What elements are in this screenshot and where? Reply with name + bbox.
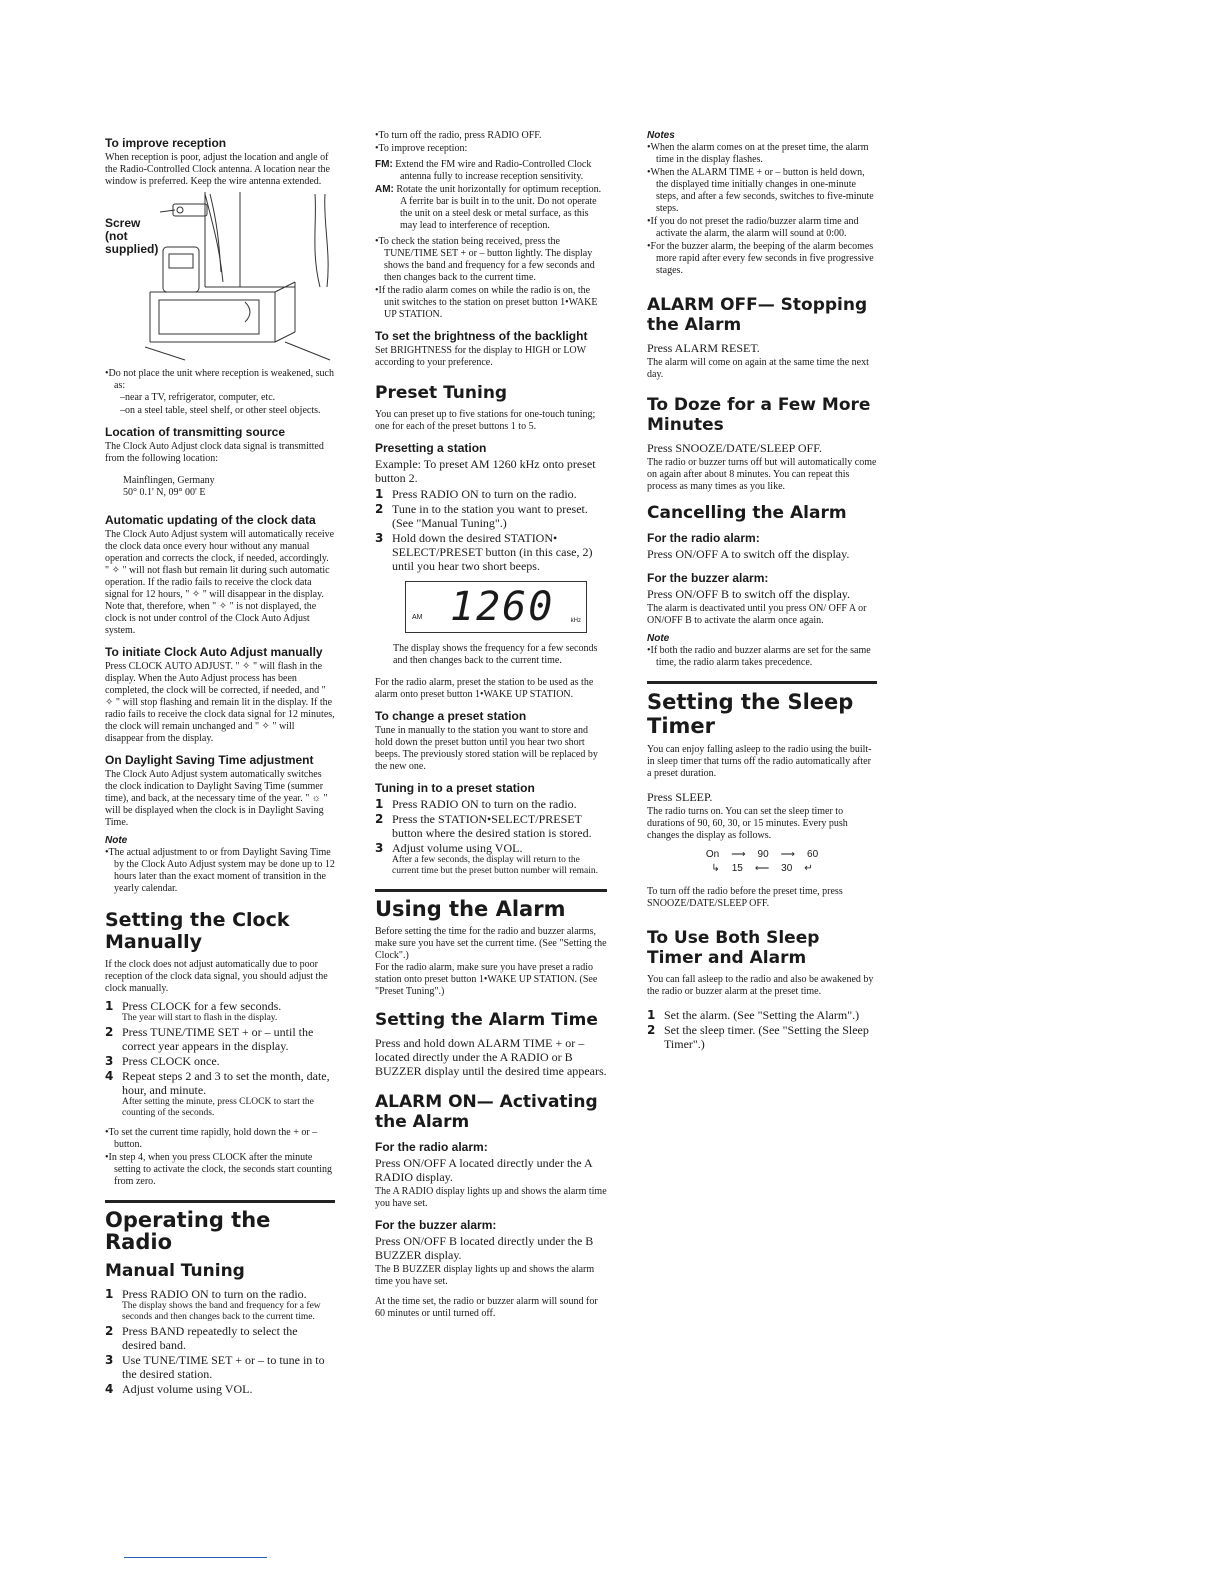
sleep-sequence-diagram bbox=[647, 848, 877, 876]
section-rule bbox=[375, 889, 607, 892]
cancel-buzzer-detail: The alarm is deactivated until you press ON/ OFF A or ON/OFF B to activate the alarm once again. bbox=[647, 603, 867, 626]
radio-alarm-preset-text: For the radio alarm, preset the station to be used as the alarm onto preset button 1•WAKE UP STATION. bbox=[375, 677, 594, 700]
doze-heading: To Doze for a Few More Minutes bbox=[647, 395, 871, 435]
buzzer-alarm-detail: The B BUZZER display lights up and shows the alarm time you have set. bbox=[375, 1264, 595, 1287]
using-alarm-heading: Using the Alarm bbox=[375, 897, 566, 921]
seq-90: 90 bbox=[757, 849, 769, 860]
auto-update-heading: Automatic updating of the clock data bbox=[105, 513, 316, 527]
cancel-radio-heading: For the radio alarm: bbox=[647, 531, 760, 545]
column-3 bbox=[647, 128, 877, 1053]
section-rule bbox=[647, 681, 877, 684]
seq-30: 30 bbox=[781, 863, 793, 874]
lcd-caption: The display shows the frequency for a few seconds and then changes back to the current time. bbox=[393, 643, 598, 666]
both-steps bbox=[647, 1008, 877, 1051]
initiate-text: Press CLOCK AUTO ADJUST. " ✧ " will flash in the display. When the Auto Adjust process has been completed, the clock will be corrected, if needed, and " ✧ " will stop flashing and remain lit in the display. If the radio fails to receive the clock data signal for 12 minutes, the clock will remain unchanged and " ✧ " will disappear from the display. bbox=[105, 661, 335, 744]
column-1 bbox=[105, 128, 335, 1398]
sleep-timer-text: You can enjoy falling asleep to the radio using the built-in sleep timer that turns off the radio automatically after a preset duration. bbox=[647, 744, 872, 779]
fm-tip: FM: Extend the FM wire and Radio-Controlled Clock antenna fully to increase reception sensitivity. bbox=[375, 159, 592, 182]
alarm-off-detail: The alarm will come on again at the same time the next day. bbox=[647, 357, 869, 380]
tuning-preset-heading: Tuning in to a preset station bbox=[375, 781, 535, 795]
alarm-off-heading: ALARM OFF— Stopping the Alarm bbox=[647, 295, 868, 335]
preset-step: 1 Press RADIO ON to turn on the radio. bbox=[375, 487, 577, 501]
using-alarm-text-1: Before setting the time for the radio and buzzer alarms, make sure you have set the current time. (See "Setting the Clock".) bbox=[375, 926, 607, 961]
dst-heading: On Daylight Saving Time adjustment bbox=[105, 753, 314, 767]
cancel-buzzer-text: Press ON/OFF B to switch off the display. bbox=[647, 587, 851, 601]
arrow-right-icon: ⟶ bbox=[731, 849, 746, 860]
lcd-khz-label: kHz bbox=[570, 618, 581, 624]
placement-dash-1: – near a TV, refrigerator, computer, etc. bbox=[120, 392, 335, 404]
manual-step: 1 Press RADIO ON to turn on the radio. The display shows the band and frequency for a few seconds and then changes back to the current time. bbox=[105, 1287, 321, 1322]
clock-step: 2 Press TUNE/TIME SET + or – until the correct year appears in the display. bbox=[105, 1025, 314, 1053]
doze-detail: The radio or buzzer turns off but will automatically come on again after about 8 minutes. You can repeat this process as many times as you like. bbox=[647, 457, 877, 492]
notes-label: Notes bbox=[647, 130, 675, 141]
clock-step: 1 Press CLOCK for a few seconds. The year will start to flash in the display. bbox=[105, 999, 282, 1023]
check-station-bullet: • To check the station being received, press the TUNE/TIME SET + or – button lightly. The display shows the band and frequency for a few seconds and then changes back to the current time. bbox=[375, 236, 607, 284]
improve-bullet: • To improve reception: bbox=[375, 143, 607, 155]
manual-step: 2 Press BAND repeatedly to select the desired band. bbox=[105, 1324, 298, 1352]
alarm-note: • For the buzzer alarm, the beeping of the alarm becomes more rapid after every few seconds in five progressive stages. bbox=[647, 241, 877, 277]
seq-on: On bbox=[705, 849, 720, 860]
dst-note: • The actual adjustment to or from Daylight Saving Time by the Clock Auto Adjust system may be done up to 12 hours later than the exact moment of transition in the yearly calendar. bbox=[105, 847, 335, 895]
footer-rule bbox=[124, 1557, 267, 1558]
radio-alarm-bullet: • If the radio alarm comes on while the radio is on, the unit switches to the station on preset button 1•WAKE UP STATION. bbox=[375, 285, 607, 321]
preset-step: 2 Tune in to the station you want to preset. (See "Manual Tuning".) bbox=[375, 502, 588, 530]
both-step: 1 Set the alarm. (See "Setting the Alarm".) bbox=[647, 1008, 860, 1022]
setting-clock-steps bbox=[105, 999, 335, 1119]
manual-tuning-heading: Manual Tuning bbox=[105, 1261, 245, 1281]
placement-dash-2: – on a steel table, steel shelf, or other steel objects. bbox=[120, 405, 335, 417]
preset-step: 3 Hold down the desired STATION• SELECT/PRESET button (in this case, 2) until you hear two short beeps. bbox=[375, 531, 593, 573]
buzzer-alarm-text: Press ON/OFF B located directly under the B BUZZER display. bbox=[375, 1234, 594, 1262]
both-text: You can fall asleep to the radio and also be awakened by the radio or buzzer alarm at the preset time. bbox=[647, 974, 874, 997]
section-rule bbox=[105, 1200, 335, 1203]
manual-step: 4 Adjust volume using VOL. bbox=[105, 1382, 253, 1396]
clock-tip-1: • To set the current time rapidly, hold down the + or – button. bbox=[105, 1127, 335, 1151]
location-heading: Location of transmitting source bbox=[105, 425, 286, 439]
lcd-display bbox=[405, 581, 587, 633]
manual-tuning-steps bbox=[105, 1287, 335, 1396]
both-heading: To Use Both Sleep Timer and Alarm bbox=[647, 928, 820, 968]
room-illustration bbox=[145, 192, 335, 362]
auto-update-text: The Clock Auto Adjust system will automatically receive the clock data once every hour without any manual operation and corrects the clock, if needed, accordingly. " ✧ " will not flash but remain lit during such automatic operation. If the radio fails to receive the clock data signal for 12 hours, " ✧ " will disappear in the display. Note that, therefore, when " ✧ " is not displayed, the clock is not under control of the Clock Auto Adjust system. bbox=[105, 529, 335, 636]
alarm-on-heading: ALARM ON— Activating the Alarm bbox=[375, 1092, 598, 1132]
cancel-buzzer-heading: For the buzzer alarm: bbox=[647, 571, 769, 585]
tuning-step: 1 Press RADIO ON to turn on the radio. bbox=[375, 797, 577, 811]
change-preset-heading: To change a preset station bbox=[375, 709, 527, 723]
doze-text: Press SNOOZE/DATE/SLEEP OFF. bbox=[647, 441, 822, 455]
lcd-frequency: 1260 bbox=[450, 584, 555, 630]
location-text: The Clock Auto Adjust clock data signal is transmitted from the following location: bbox=[105, 441, 324, 464]
brightness-heading: To set the brightness of the backlight bbox=[375, 329, 588, 343]
note-label: Note bbox=[105, 835, 128, 846]
clock-tip-2: • In step 4, when you press CLOCK after the minute setting to activate the clock, the seconds start counting from zero. bbox=[105, 1152, 335, 1188]
lcd-am-label: AM bbox=[412, 614, 423, 621]
location-place: Mainflingen, Germany bbox=[123, 475, 215, 486]
antenna-illustration bbox=[105, 192, 335, 362]
arrow-right-icon: ⟶ bbox=[780, 849, 796, 860]
brightness-text: Set BRIGHTNESS for the display to HIGH or LOW according to your preference. bbox=[375, 345, 586, 368]
seq-15: 15 bbox=[731, 863, 743, 874]
sleep-detail: The radio turns on. You can set the sleep timer to durations of 90, 60, 30, or 15 minutes. Every push changes the display as follows. bbox=[647, 806, 848, 841]
improve-reception-text: When reception is poor, adjust the location and angle of the Radio-Controlled Clock antenna. A location near the window is preferred. Keep the wire antenna extended. bbox=[105, 152, 330, 187]
radio-alarm-detail: The A RADIO display lights up and shows the alarm time you have set. bbox=[375, 1186, 607, 1209]
initiate-heading: To initiate Clock Auto Adjust manually bbox=[105, 645, 323, 659]
alarm-duration-text: At the time set, the radio or buzzer alarm will sound for 60 minutes or until turned off. bbox=[375, 1296, 598, 1319]
dst-text: The Clock Auto Adjust system automatically switches the clock indication to Daylight Saving Time (summer time), and back, at the necessary time of the year. " ☼ " will be displayed when the clock is in Daylight Saving Time. bbox=[105, 769, 328, 828]
change-preset-text: Tune in manually to the station you want to store and hold down the preset button until you hear two short beeps. The previously stored station will be replaced by the new one. bbox=[375, 725, 598, 772]
setting-clock-heading: Setting the Clock Manually bbox=[105, 909, 290, 953]
manual-step: 3 Use TUNE/TIME SET + or – to tune in to the desired station. bbox=[105, 1353, 325, 1381]
clock-step: 4 Repeat steps 2 and 3 to set the month, date, hour, and minute. After setting the minute, press CLOCK to start the counting of the seconds. bbox=[105, 1069, 330, 1118]
screw-label: Screw (not supplied) bbox=[105, 216, 159, 256]
buzzer-alarm-heading: For the buzzer alarm: bbox=[375, 1218, 497, 1232]
alarm-note: • When the alarm comes on at the preset time, the alarm time in the display flashes. bbox=[647, 142, 877, 166]
clock-step: 3 Press CLOCK once. bbox=[105, 1054, 220, 1068]
note-label: Note bbox=[647, 633, 670, 644]
column-2 bbox=[375, 128, 607, 1324]
radio-off-bullet: • To turn off the radio, press RADIO OFF. bbox=[375, 130, 607, 142]
preset-tuning-heading: Preset Tuning bbox=[375, 383, 508, 403]
operating-radio-heading: Operating the Radio bbox=[105, 1208, 271, 1254]
presetting-steps bbox=[375, 487, 607, 573]
alarm-note: • If you do not preset the radio/buzzer alarm time and activate the alarm, the alarm will sound at 0:00. bbox=[647, 216, 877, 240]
alarm-time-text: Press and hold down ALARM TIME + or – located directly under the A RADIO or B BUZZER display until the desired time appears. bbox=[375, 1036, 607, 1078]
down-left-arrow-icon: ↵ bbox=[804, 863, 813, 874]
radio-alarm-text: Press ON/OFF A located directly under the A RADIO display. bbox=[375, 1156, 592, 1184]
sleep-off-text: To turn off the radio before the preset time, press SNOOZE/DATE/SLEEP OFF. bbox=[647, 886, 843, 909]
alarm-note: • When the ALARM TIME + or – button is held down, the displayed time initially changes in one-minute steps, and after a few seconds, switches to five-minute steps. bbox=[647, 167, 877, 215]
presetting-example: Example: To preset AM 1260 kHz onto preset button 2. bbox=[375, 457, 596, 485]
alarm-notes bbox=[647, 142, 877, 277]
tuning-preset-steps bbox=[375, 797, 607, 877]
seq-60: 60 bbox=[807, 849, 819, 860]
presetting-heading: Presetting a station bbox=[375, 441, 487, 455]
placement-bullet: • Do not place the unit where reception is weakened, such as: – near a TV, refrigerator, computer, etc. – on a steel table, steel shelf, or other steel objects. bbox=[105, 368, 335, 417]
cancel-alarm-heading: Cancelling the Alarm bbox=[647, 503, 847, 523]
return-arrow-icon: ↳ bbox=[711, 863, 720, 874]
improve-reception-heading: To improve reception bbox=[105, 136, 227, 150]
location-coords: 50° 0.1' N, 09° 00' E bbox=[123, 487, 206, 498]
sleep-press-text: Press SLEEP. bbox=[647, 790, 713, 804]
tuning-step: 2 Press the STATION•SELECT/PRESET button where the desired station is stored. bbox=[375, 812, 592, 840]
precedence-note: • If both the radio and buzzer alarms are set for the same time, the radio alarm takes precedence. bbox=[647, 645, 877, 669]
radio-alarm-heading: For the radio alarm: bbox=[375, 1140, 488, 1154]
preset-tuning-text: You can preset up to five stations for one-touch tuning; one for each of the preset buttons 1 to 5. bbox=[375, 409, 596, 432]
alarm-off-text: Press ALARM RESET. bbox=[647, 341, 760, 355]
placement-list bbox=[105, 368, 335, 417]
arrow-left-icon: ⟵ bbox=[754, 863, 770, 874]
cancel-radio-text: Press ON/OFF A to switch off the display. bbox=[647, 547, 850, 561]
am-tip: AM: Rotate the unit horizontally for optimum reception. A ferrite bar is built in to the unit. Do not operate the unit on a steel desk or metal surface, as this may lead to interference of reception. bbox=[375, 184, 602, 231]
sleep-timer-heading: Setting the Sleep Timer bbox=[647, 690, 854, 738]
using-alarm-text-2: For the radio alarm, make sure you have preset a radio station onto preset button 1•WAKE UP STATION. (See "Preset Tuning".) bbox=[375, 962, 598, 997]
tuning-step: 3 Adjust volume using VOL. After a few seconds, the display will return to the current time but the preset button number will remain. bbox=[375, 841, 599, 876]
alarm-time-heading: Setting the Alarm Time bbox=[375, 1010, 598, 1030]
both-step: 2 Set the sleep timer. (See "Setting the Sleep Timer".) bbox=[647, 1023, 869, 1051]
setting-clock-text: If the clock does not adjust automatically due to poor reception of the clock data signal, you should adjust the clock manually. bbox=[105, 959, 328, 994]
